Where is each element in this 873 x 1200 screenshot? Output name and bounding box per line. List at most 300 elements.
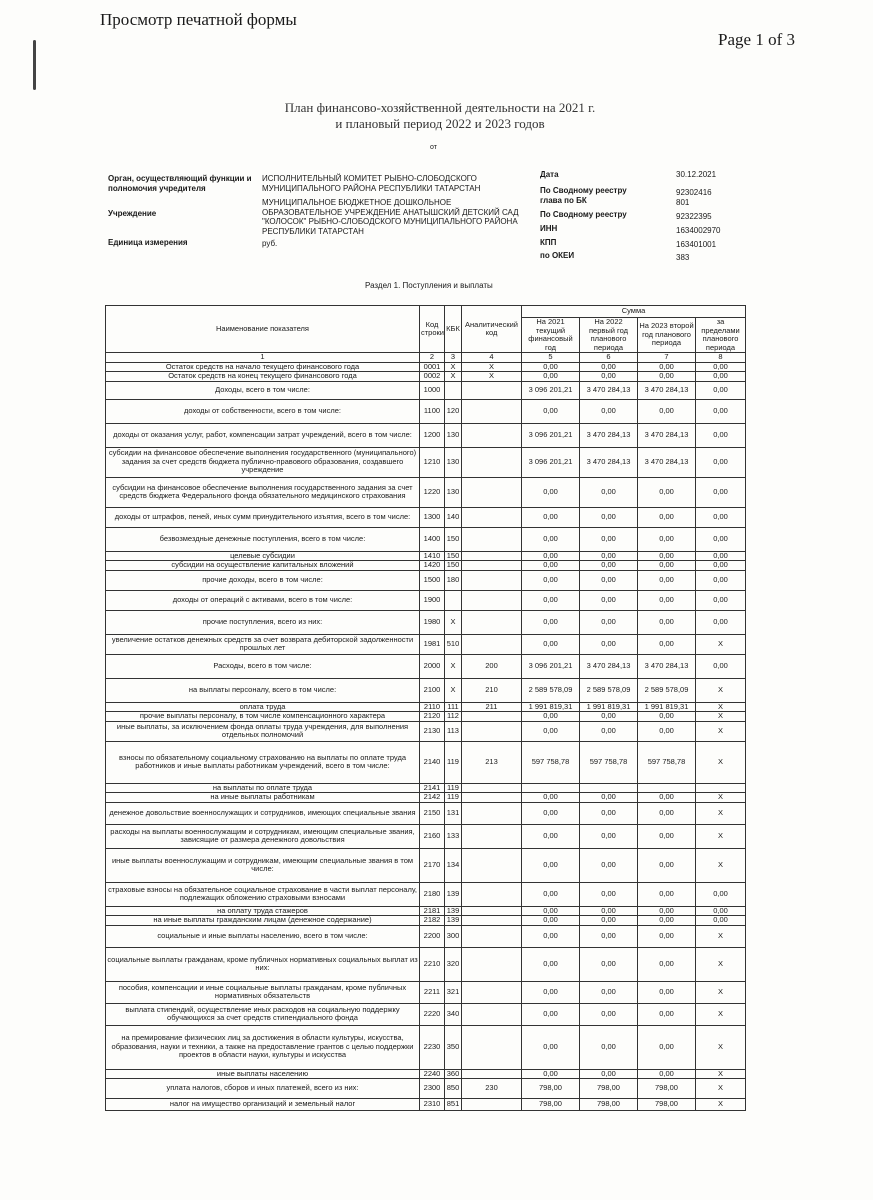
row-name: прочие поступления, всего из них: <box>106 610 420 634</box>
row-value-2021: 0,00 <box>522 570 580 590</box>
row-code: 2160 <box>420 824 445 848</box>
row-kbk: 140 <box>445 507 462 527</box>
row-value-2021: 0,00 <box>522 925 580 947</box>
row-analytic-code: 200 <box>462 654 522 678</box>
row-analytic-code: 210 <box>462 678 522 702</box>
table-row <box>106 925 746 947</box>
row-analytic-code <box>462 882 522 906</box>
row-value-beyond: X <box>696 1025 746 1069</box>
col-number: 6 <box>580 353 638 363</box>
row-value-beyond: 0,00 <box>696 570 746 590</box>
row-value-beyond: X <box>696 824 746 848</box>
row-value-beyond: X <box>696 741 746 783</box>
row-value-2023: 0,00 <box>638 561 696 571</box>
row-kbk: X <box>445 654 462 678</box>
row-analytic-code <box>462 507 522 527</box>
row-value-2023: 1 991 819,31 <box>638 702 696 712</box>
row-analytic-code <box>462 793 522 803</box>
row-value-2021: 0,00 <box>522 947 580 981</box>
row-value-2021: 0,00 <box>522 610 580 634</box>
header-sum: Сумма <box>522 306 746 318</box>
row-code: 2180 <box>420 882 445 906</box>
plan-title <box>200 100 680 132</box>
table-row <box>106 381 746 399</box>
row-code: 2220 <box>420 1003 445 1025</box>
row-value-beyond: 0,00 <box>696 447 746 477</box>
row-value-2022: 0,00 <box>580 372 638 382</box>
row-kbk: 112 <box>445 712 462 722</box>
col-number: 7 <box>638 353 696 363</box>
row-value-2023: 3 470 284,13 <box>638 423 696 447</box>
row-name: доходы от штрафов, пеней, иных сумм принудительного изъятия, всего в том числе: <box>106 507 420 527</box>
row-kbk: 850 <box>445 1079 462 1099</box>
row-analytic-code <box>462 947 522 981</box>
table-row <box>106 712 746 722</box>
row-value-2023: 0,00 <box>638 712 696 722</box>
row-name: целевые субсидии <box>106 551 420 561</box>
row-kbk: 119 <box>445 741 462 783</box>
row-value-2021: 798,00 <box>522 1099 580 1111</box>
header-analytic: Аналитический код <box>462 306 522 353</box>
institution-value: МУНИЦИПАЛЬНОЕ БЮДЖЕТНОЕ ДОШКОЛЬНОЕ ОБРАЗОВАТЕЛЬНОЕ УЧРЕЖДЕНИЕ АНАТЫШСКИЙ ДЕТСКИЙ САД "КОЛОСОК" РЫБНО-СЛОБОДСКОГО МУНИЦИПАЛЬНОГО РАЙОНА РЕСПУБЛИКИ ТАТАРСТАН <box>262 198 519 236</box>
row-value-beyond: 0,00 <box>696 399 746 423</box>
row-value-beyond: X <box>696 702 746 712</box>
row-kbk: 131 <box>445 802 462 824</box>
row-value-2022: 0,00 <box>580 1069 638 1079</box>
table-row <box>106 947 746 981</box>
row-value-beyond: 0,00 <box>696 362 746 372</box>
row-value-2022: 0,00 <box>580 712 638 722</box>
row-value-beyond: X <box>696 925 746 947</box>
row-value-2021: 0,00 <box>522 561 580 571</box>
row-value-2023: 0,00 <box>638 947 696 981</box>
row-name: прочие выплаты персоналу, в том числе компенсационного характера <box>106 712 420 722</box>
row-kbk <box>445 590 462 610</box>
row-code: 2200 <box>420 925 445 947</box>
row-value-2023: 0,00 <box>638 399 696 423</box>
row-value-2022: 0,00 <box>580 362 638 372</box>
row-name: на премирование физических лиц за достижения в области культуры, искусства, образования, науки и техники, а также на предоставление грантов с целью поддержки проектов в области науки, культуры и искусства <box>106 1025 420 1069</box>
row-value-2023: 2 589 578,09 <box>638 678 696 702</box>
row-value-beyond: 0,00 <box>696 882 746 906</box>
table-row <box>106 1099 746 1111</box>
row-code: 1200 <box>420 423 445 447</box>
header-2021: На 2021 текущий финансовый год <box>522 318 580 353</box>
row-kbk: 120 <box>445 399 462 423</box>
row-kbk: 150 <box>445 527 462 551</box>
table-row <box>106 1025 746 1069</box>
row-value-2022: 0,00 <box>580 981 638 1003</box>
row-code: 2141 <box>420 783 445 793</box>
table-row <box>106 527 746 551</box>
column-numbers-row <box>106 353 746 363</box>
row-value-2023: 0,00 <box>638 590 696 610</box>
row-code: 1900 <box>420 590 445 610</box>
kpp-label: КПП <box>540 238 557 247</box>
row-value-2021: 0,00 <box>522 802 580 824</box>
row-value-2023: 0,00 <box>638 570 696 590</box>
table-row <box>106 610 746 634</box>
row-value-2023: 0,00 <box>638 1069 696 1079</box>
row-kbk: 180 <box>445 570 462 590</box>
row-value-beyond: 0,00 <box>696 551 746 561</box>
row-value-2022: 0,00 <box>580 882 638 906</box>
row-kbk: 150 <box>445 561 462 571</box>
row-kbk: 350 <box>445 1025 462 1069</box>
section-title: Раздел 1. Поступления и выплаты <box>365 281 493 290</box>
row-code: 2170 <box>420 848 445 882</box>
okei-label: по ОКЕИ <box>540 251 575 260</box>
row-value-2023: 0,00 <box>638 477 696 507</box>
date-label: Дата <box>540 170 559 179</box>
row-value-2023: 0,00 <box>638 721 696 741</box>
row-value-2022: 0,00 <box>580 916 638 926</box>
row-value-2023: 3 470 284,13 <box>638 654 696 678</box>
row-value-2022: 0,00 <box>580 1003 638 1025</box>
row-value-2021: 0,00 <box>522 906 580 916</box>
row-value-2023: 0,00 <box>638 981 696 1003</box>
row-value-2023: 0,00 <box>638 372 696 382</box>
row-value-2021: 0,00 <box>522 527 580 551</box>
table-row <box>106 741 746 783</box>
row-value-2023: 3 470 284,13 <box>638 447 696 477</box>
registry-bk-label: По Сводному реестру глава по БК <box>540 186 627 205</box>
row-value-2021: 3 096 201,21 <box>522 423 580 447</box>
from-label: от <box>430 144 437 151</box>
row-value-2022: 0,00 <box>580 551 638 561</box>
finance-table <box>105 305 745 1135</box>
row-kbk: 119 <box>445 783 462 793</box>
row-value-2021: 3 096 201,21 <box>522 654 580 678</box>
row-value-2022: 3 470 284,13 <box>580 654 638 678</box>
row-value-2021: 1 991 819,31 <box>522 702 580 712</box>
row-value-2022: 3 470 284,13 <box>580 423 638 447</box>
row-analytic-code: X <box>462 372 522 382</box>
row-code: 2210 <box>420 947 445 981</box>
row-name: социальные выплаты гражданам, кроме публичных нормативных социальных выплат из них: <box>106 947 420 981</box>
row-value-beyond: X <box>696 712 746 722</box>
table-row <box>106 362 746 372</box>
row-value-2023: 798,00 <box>638 1099 696 1111</box>
row-analytic-code <box>462 906 522 916</box>
row-code: 2142 <box>420 793 445 803</box>
row-code: 0001 <box>420 362 445 372</box>
row-analytic-code <box>462 399 522 423</box>
row-name: на выплаты по оплате труда <box>106 783 420 793</box>
row-value-beyond: X <box>696 1003 746 1025</box>
row-kbk: 150 <box>445 551 462 561</box>
header-2022: На 2022 первый год планового периода <box>580 318 638 353</box>
table-row <box>106 570 746 590</box>
row-value-2022: 0,00 <box>580 721 638 741</box>
col-number: 5 <box>522 353 580 363</box>
header-beyond: за пределами планового периода <box>696 318 746 353</box>
row-code: 1300 <box>420 507 445 527</box>
okei-value: 383 <box>676 253 690 262</box>
unit-value: руб. <box>262 239 278 248</box>
row-value-2021: 0,00 <box>522 981 580 1003</box>
row-value-2023: 0,00 <box>638 824 696 848</box>
unit-label: Единица измерения <box>108 238 188 247</box>
row-analytic-code <box>462 783 522 793</box>
row-value-2022: 0,00 <box>580 793 638 803</box>
row-analytic-code <box>462 610 522 634</box>
row-value-2023: 0,00 <box>638 551 696 561</box>
row-value-2023: 0,00 <box>638 802 696 824</box>
row-value-2021: 2 589 578,09 <box>522 678 580 702</box>
row-code: 2150 <box>420 802 445 824</box>
header-kbk: КБК <box>445 306 462 353</box>
row-value-beyond: X <box>696 793 746 803</box>
row-analytic-code <box>462 925 522 947</box>
row-value-beyond: 0,00 <box>696 372 746 382</box>
row-value-2022: 0,00 <box>580 590 638 610</box>
row-value-2023: 0,00 <box>638 610 696 634</box>
row-analytic-code: 211 <box>462 702 522 712</box>
registry-value: 92322395 <box>676 212 712 221</box>
col-number: 4 <box>462 353 522 363</box>
row-analytic-code <box>462 1099 522 1111</box>
row-value-beyond: 0,00 <box>696 610 746 634</box>
row-value-2023: 0,00 <box>638 1025 696 1069</box>
row-value-2022: 0,00 <box>580 527 638 551</box>
table-row <box>106 551 746 561</box>
table-row <box>106 916 746 926</box>
row-value-2022: 0,00 <box>580 561 638 571</box>
row-value-2022: 3 470 284,13 <box>580 447 638 477</box>
row-code: 1220 <box>420 477 445 507</box>
row-analytic-code: 213 <box>462 741 522 783</box>
row-value-beyond: X <box>696 802 746 824</box>
row-value-2021: 0,00 <box>522 721 580 741</box>
row-value-2022: 0,00 <box>580 1025 638 1069</box>
row-value-2023: 0,00 <box>638 925 696 947</box>
row-kbk: 139 <box>445 906 462 916</box>
row-code: 1400 <box>420 527 445 551</box>
row-value-2023: 3 470 284,13 <box>638 381 696 399</box>
row-value-2021: 0,00 <box>522 477 580 507</box>
row-value-2021: 0,00 <box>522 793 580 803</box>
row-code: 1410 <box>420 551 445 561</box>
row-value-2022: 0,00 <box>580 802 638 824</box>
table-row <box>106 590 746 610</box>
row-analytic-code <box>462 721 522 741</box>
row-name: субсидии на финансовое обеспечение выполнения государственного (муниципального) задания за счет средств бюджета публично-правового образования, создавшего учреждение <box>106 447 420 477</box>
row-value-2021: 0,00 <box>522 916 580 926</box>
row-kbk: X <box>445 362 462 372</box>
row-analytic-code <box>462 634 522 654</box>
inn-label: ИНН <box>540 224 558 233</box>
table-row <box>106 824 746 848</box>
row-value-2023: 0,00 <box>638 507 696 527</box>
row-value-2022: 0,00 <box>580 906 638 916</box>
row-code: 2240 <box>420 1069 445 1079</box>
table-row <box>106 399 746 423</box>
row-kbk: 851 <box>445 1099 462 1111</box>
row-value-2021: 0,00 <box>522 590 580 610</box>
row-value-2021: 0,00 <box>522 507 580 527</box>
row-value-beyond <box>696 783 746 793</box>
header-2023: На 2023 второй год планового периода <box>638 318 696 353</box>
kpp-value: 163401001 <box>676 240 717 249</box>
row-code: 1210 <box>420 447 445 477</box>
row-name: доходы от операций с активами, всего в том числе: <box>106 590 420 610</box>
row-code: 2140 <box>420 741 445 783</box>
row-name: взносы по обязательному социальному страхованию на выплаты по оплате труда работников и иные выплаты работникам учреждений, всего в том числе: <box>106 741 420 783</box>
row-code: 2100 <box>420 678 445 702</box>
row-name: Расходы, всего в том числе: <box>106 654 420 678</box>
registry-label: По Сводному реестру <box>540 210 627 219</box>
row-code: 2130 <box>420 721 445 741</box>
row-value-beyond: 0,00 <box>696 423 746 447</box>
row-name: Доходы, всего в том числе: <box>106 381 420 399</box>
row-kbk: 119 <box>445 793 462 803</box>
row-kbk: 133 <box>445 824 462 848</box>
row-value-2022: 0,00 <box>580 610 638 634</box>
table-row <box>106 1069 746 1079</box>
row-name: денежное довольствие военнослужащих и сотрудников, имеющих специальные звания <box>106 802 420 824</box>
row-code: 2000 <box>420 654 445 678</box>
row-analytic-code <box>462 590 522 610</box>
row-value-beyond: 0,00 <box>696 906 746 916</box>
row-value-2023: 0,00 <box>638 634 696 654</box>
table-row <box>106 848 746 882</box>
row-value-2023: 0,00 <box>638 1003 696 1025</box>
row-value-2021: 0,00 <box>522 712 580 722</box>
row-analytic-code <box>462 848 522 882</box>
row-value-2021: 0,00 <box>522 372 580 382</box>
row-kbk: 300 <box>445 925 462 947</box>
table-row <box>106 634 746 654</box>
row-name: уплата налогов, сборов и иных платежей, всего из них: <box>106 1079 420 1099</box>
row-value-beyond: X <box>696 981 746 1003</box>
row-analytic-code <box>462 802 522 824</box>
row-value-2021: 3 096 201,21 <box>522 381 580 399</box>
row-name: безвозмездные денежные поступления, всего в том числе: <box>106 527 420 551</box>
row-analytic-code <box>462 423 522 447</box>
registry-bk-value: 92302416 801 <box>676 188 712 207</box>
row-value-2021: 0,00 <box>522 551 580 561</box>
row-name: иные выплаты военнослужащим и сотрудникам, имеющим специальные звания в том числе: <box>106 848 420 882</box>
col-number: 1 <box>106 353 420 363</box>
row-value-2023: 798,00 <box>638 1079 696 1099</box>
row-name: иные выплаты, за исключением фонда оплаты труда учреждения, для выполнения отдельных полномочий <box>106 721 420 741</box>
row-value-2023: 0,00 <box>638 906 696 916</box>
row-value-2022: 3 470 284,13 <box>580 381 638 399</box>
row-value-beyond: X <box>696 848 746 882</box>
row-value-2022: 0,00 <box>580 848 638 882</box>
date-value: 30.12.2021 <box>676 170 717 179</box>
row-value-2021: 0,00 <box>522 399 580 423</box>
row-value-2022: 1 991 819,31 <box>580 702 638 712</box>
row-name: на иные выплаты работникам <box>106 793 420 803</box>
row-value-beyond: 0,00 <box>696 590 746 610</box>
row-analytic-code: X <box>462 362 522 372</box>
row-value-2023 <box>638 783 696 793</box>
row-value-2021: 0,00 <box>522 634 580 654</box>
row-analytic-code <box>462 1025 522 1069</box>
row-value-2022: 0,00 <box>580 824 638 848</box>
table-row <box>106 882 746 906</box>
row-name: на оплату труда стажеров <box>106 906 420 916</box>
row-value-2023: 0,00 <box>638 793 696 803</box>
row-name: доходы от оказания услуг, работ, компенсации затрат учреждений, всего в том числе: <box>106 423 420 447</box>
row-kbk <box>445 381 462 399</box>
col-number: 8 <box>696 353 746 363</box>
row-value-2021: 597 758,78 <box>522 741 580 783</box>
row-value-2023: 597 758,78 <box>638 741 696 783</box>
plan-title-line2: и плановый период 2022 и 2023 годов <box>335 116 545 131</box>
row-value-2021: 0,00 <box>522 1069 580 1079</box>
row-value-2022: 0,00 <box>580 947 638 981</box>
row-value-2022: 0,00 <box>580 925 638 947</box>
row-value-beyond: X <box>696 1099 746 1111</box>
row-code: 2300 <box>420 1079 445 1099</box>
row-value-2022 <box>580 783 638 793</box>
row-value-beyond: X <box>696 678 746 702</box>
row-value-2021: 0,00 <box>522 848 580 882</box>
row-kbk: 340 <box>445 1003 462 1025</box>
row-analytic-code <box>462 551 522 561</box>
row-analytic-code <box>462 916 522 926</box>
row-code: 1000 <box>420 381 445 399</box>
table-row <box>106 477 746 507</box>
row-kbk: 510 <box>445 634 462 654</box>
row-kbk: 130 <box>445 423 462 447</box>
row-name: социальные и иные выплаты населению, всего в том числе: <box>106 925 420 947</box>
row-value-beyond: X <box>696 721 746 741</box>
row-value-2021 <box>522 783 580 793</box>
row-code: 1981 <box>420 634 445 654</box>
row-kbk: 113 <box>445 721 462 741</box>
organ-label: Орган, осуществляющий функции и полномочия учредителя <box>108 174 252 193</box>
row-value-2022: 798,00 <box>580 1079 638 1099</box>
row-code: 1980 <box>420 610 445 634</box>
row-value-2023: 0,00 <box>638 362 696 372</box>
row-analytic-code <box>462 712 522 722</box>
row-kbk: 130 <box>445 447 462 477</box>
row-value-2022: 0,00 <box>580 634 638 654</box>
row-analytic-code <box>462 561 522 571</box>
row-kbk: 360 <box>445 1069 462 1079</box>
row-analytic-code <box>462 447 522 477</box>
row-value-beyond: X <box>696 634 746 654</box>
row-code: 1100 <box>420 399 445 423</box>
row-value-2022: 2 589 578,09 <box>580 678 638 702</box>
table-row <box>106 372 746 382</box>
row-value-2021: 0,00 <box>522 824 580 848</box>
row-name: на выплаты персоналу, всего в том числе: <box>106 678 420 702</box>
row-kbk: X <box>445 678 462 702</box>
table-row <box>106 507 746 527</box>
inn-value: 1634002970 <box>676 226 721 235</box>
table-row <box>106 561 746 571</box>
row-name: субсидии на осуществление капитальных вложений <box>106 561 420 571</box>
plan-title-line1: План финансово-хозяйственной деятельности на 2021 г. <box>284 100 596 115</box>
institution-label: Учреждение <box>108 209 157 218</box>
table-row <box>106 654 746 678</box>
row-value-2023: 0,00 <box>638 882 696 906</box>
row-value-2021: 0,00 <box>522 1025 580 1069</box>
row-name: выплата стипендий, осуществление иных расходов на социальную поддержку обучающихся за счет средств стипендиального фонда <box>106 1003 420 1025</box>
row-kbk: 321 <box>445 981 462 1003</box>
row-value-2023: 0,00 <box>638 916 696 926</box>
table-row <box>106 721 746 741</box>
row-code: 1500 <box>420 570 445 590</box>
row-value-2022: 798,00 <box>580 1099 638 1111</box>
row-name: налог на имущество организаций и земельный налог <box>106 1099 420 1111</box>
row-kbk: X <box>445 372 462 382</box>
